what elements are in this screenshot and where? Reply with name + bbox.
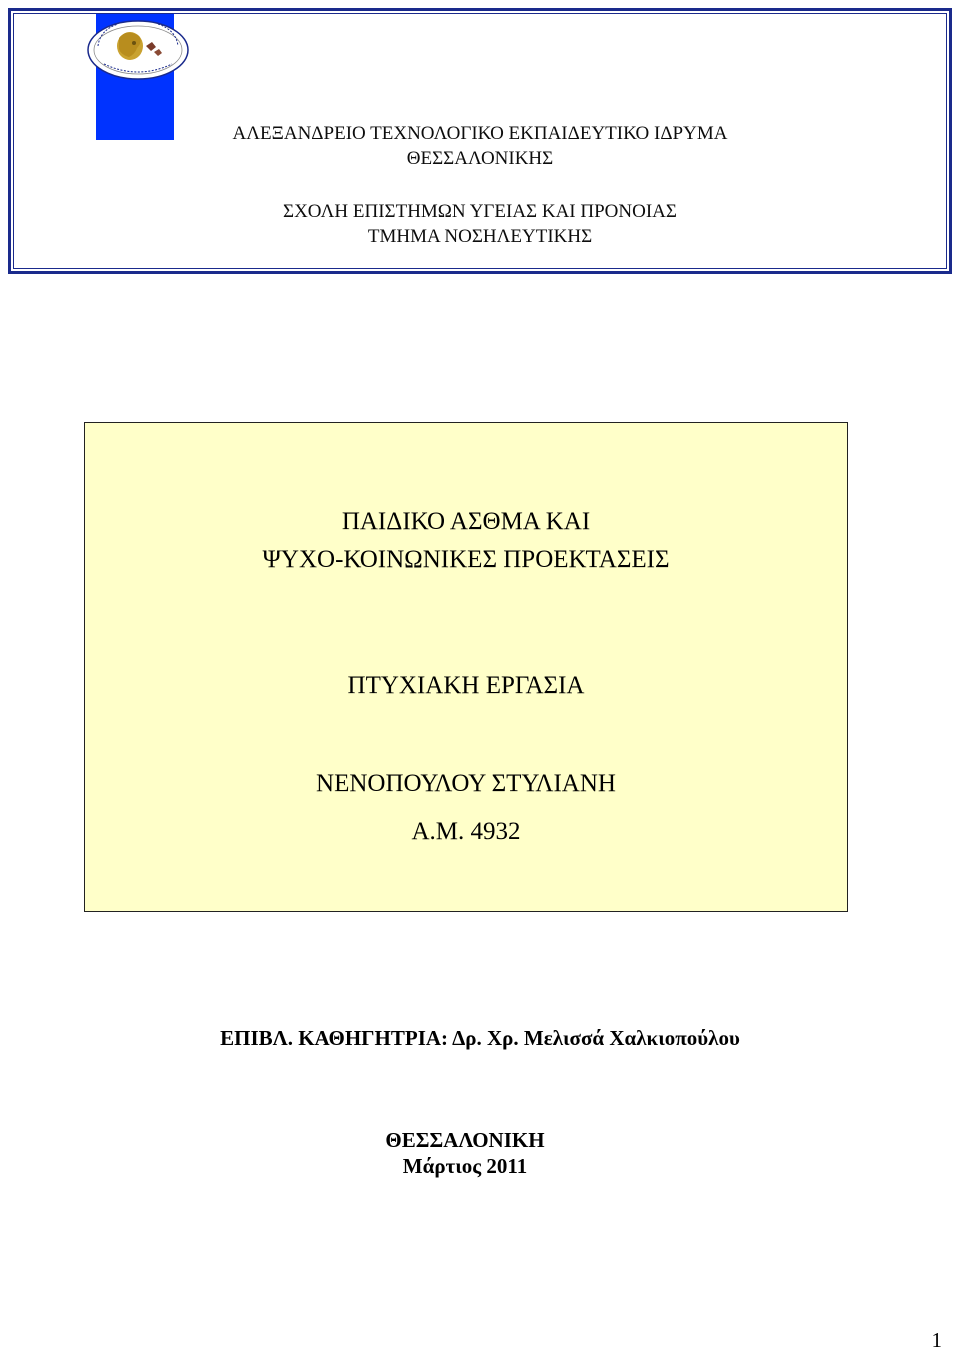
school-name: ΣΧΟΛΗ ΕΠΙΣΤΗΜΩΝ ΥΓΕΙΑΣ ΚΑΙ ΠΡΟΝΟΙΑΣ [283,201,677,222]
author-name: ΝΕΝΟΠΟΥΛΟΥ ΣΤΥΛΙΑΝΗ [316,770,616,797]
date: Μάρτιος 2011 [402,1154,528,1178]
institution-name-line1: ΑΛΕΞΑΝΔΡΕΙΟ ΤΕΧΝΟΛΟΓΙΚΟ ΕΚΠΑΙΔΕΥΤΙΚΟ ΙΔΡΥΜΑ [232,123,728,144]
page-number: 1 [931,1328,942,1352]
student-id: Α.Μ. 4932 [411,818,521,845]
city: ΘΕΣΣΑΛΟΝΙΚΗ [385,1128,545,1152]
supervisor-line: ΕΠΙΒΛ. ΚΑΘΗΓΗΤΡΙΑ: Δρ. Χρ. Μελισσά Χαλκιοπούλου [220,1026,740,1050]
thesis-title-line2: ΨΥΧΟ-ΚΟΙΝΩΝΙΚΕΣ ΠΡΟΕΚΤΑΣΕΙΣ [262,546,670,573]
university-seal-icon [84,16,192,80]
thesis-title-line1: ΠΑΙΔΙΚΟ ΑΣΘΜΑ ΚΑΙ [341,508,591,535]
document-type: ΠΤΥΧΙΑΚΗ ΕΡΓΑΣΙΑ [347,672,585,699]
department-name: ΤΜΗΜΑ ΝΟΣΗΛΕΥΤΙΚΗΣ [367,226,593,247]
thesis-title-box [84,422,848,912]
institution-name-line2: ΘΕΣΣΑΛΟΝΙΚΗΣ [406,148,554,169]
